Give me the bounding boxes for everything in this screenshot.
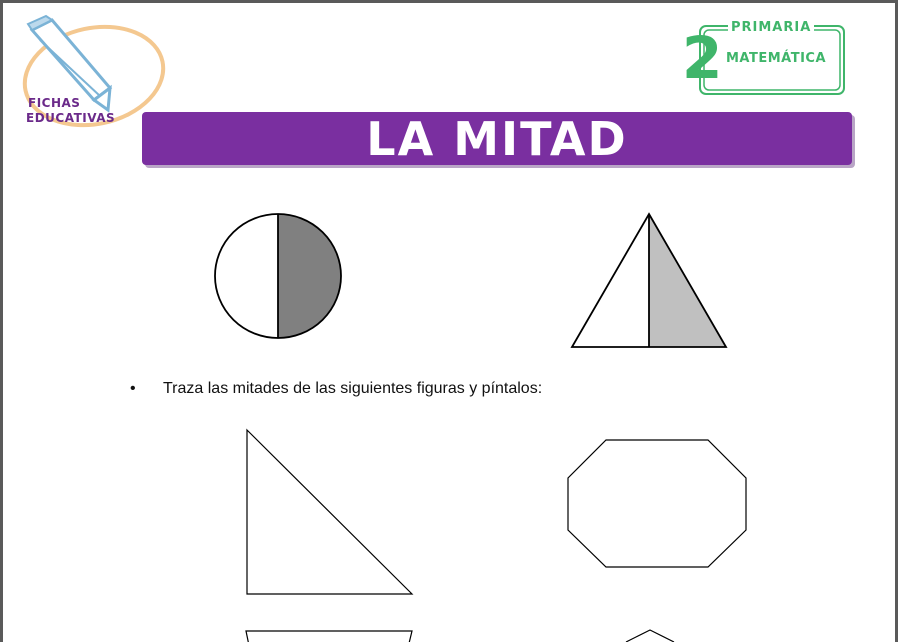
right-triangle-exercise xyxy=(247,430,412,594)
half-triangle-example xyxy=(572,214,726,347)
badge-subject: MATEMÁTICA xyxy=(726,51,827,66)
page-title: LA MITAD xyxy=(366,111,628,166)
pentagon-exercise xyxy=(626,630,674,642)
trapezoid-exercise xyxy=(246,631,412,642)
badge-grade-number: 2 xyxy=(682,24,723,92)
badge-level: PRIMARIA xyxy=(728,20,814,35)
octagon-exercise xyxy=(568,440,746,567)
logo-text-line1: FICHAS xyxy=(28,96,81,110)
half-circle-example xyxy=(215,214,341,338)
logo-text-line2: EDUCATIVAS xyxy=(26,111,116,125)
bullet: • xyxy=(130,380,136,397)
instruction-text: Traza las mitades de las siguientes figuras y píntalos: xyxy=(163,380,543,397)
instruction xyxy=(130,380,542,398)
